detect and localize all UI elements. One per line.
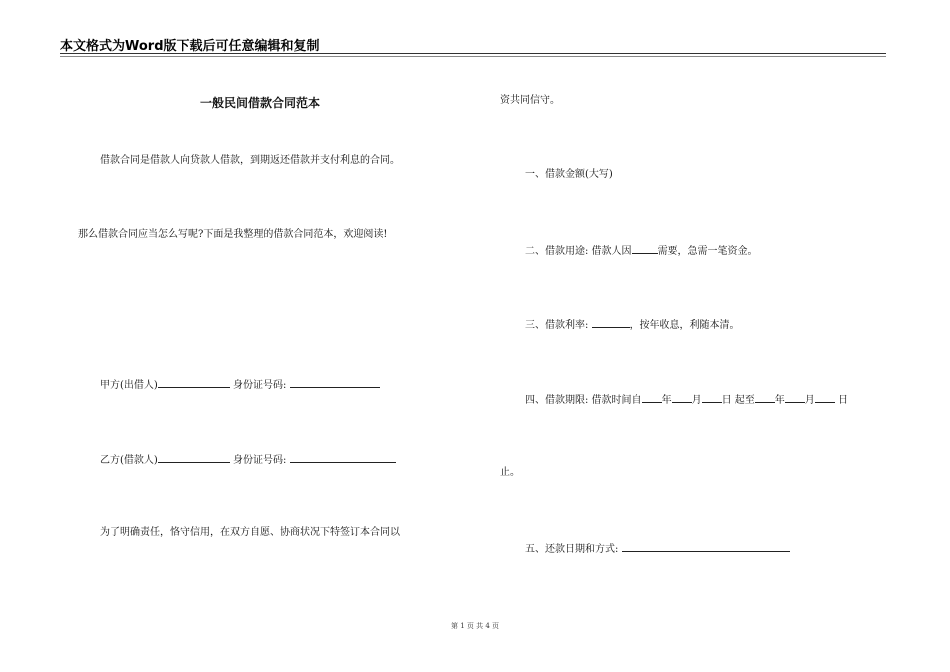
start-year-blank bbox=[642, 392, 662, 403]
party-a-name-blank bbox=[158, 377, 230, 388]
end-day-label: 日 bbox=[837, 395, 848, 406]
clause-3-prefix: 三、借款利率: bbox=[525, 320, 589, 331]
clause-4-prefix: 四、借款期限: 借款时间自 bbox=[525, 395, 642, 406]
clause-2 bbox=[525, 243, 758, 259]
page-number: 第 1 页 共 4 页 bbox=[450, 622, 500, 630]
preamble-paragraph: 为了明确责任，恪守信用，在双方自愿、协商状况下特签订本合同以 bbox=[100, 527, 400, 538]
preamble-continuation: 资共同信守。 bbox=[500, 95, 560, 106]
start-day-blank bbox=[702, 392, 722, 403]
end-day-blank bbox=[815, 392, 835, 403]
start-month-label: 月 bbox=[691, 395, 702, 406]
party-b-id-label: 身份证号码: bbox=[233, 455, 287, 466]
header-rule-secondary bbox=[60, 56, 886, 57]
document-title: 一般民间借款合同范本 bbox=[199, 96, 320, 110]
clause-2-prefix: 二、借款用途: 借款人因 bbox=[525, 246, 632, 257]
start-day-to-label: 日 起至 bbox=[721, 395, 755, 406]
end-month-label: 月 bbox=[804, 395, 815, 406]
party-a-line bbox=[100, 377, 380, 393]
party-a-id-label: 身份证号码: bbox=[233, 380, 287, 391]
clause-5-label: 五、还款日期和方式: bbox=[525, 544, 619, 555]
clause-1: 一、借款金额(大写) bbox=[525, 169, 613, 180]
clause-3 bbox=[525, 317, 740, 333]
clause-4 bbox=[525, 392, 848, 408]
party-a-id-blank bbox=[290, 377, 380, 388]
clause-2-blank bbox=[632, 243, 658, 254]
party-b-label: 乙方(借款人) bbox=[100, 455, 158, 466]
header-rule bbox=[60, 53, 886, 54]
end-month-blank bbox=[785, 392, 805, 403]
party-b-line bbox=[100, 452, 396, 468]
end-year-label: 年 bbox=[774, 395, 785, 406]
start-year-label: 年 bbox=[661, 395, 672, 406]
clause-5-blank bbox=[622, 541, 790, 552]
party-b-id-blank bbox=[290, 452, 396, 463]
clause-3-rate-blank bbox=[592, 317, 630, 328]
party-b-name-blank bbox=[158, 452, 230, 463]
document-header: 本文格式为Word版下载后可任意编辑和复制 bbox=[60, 39, 320, 54]
clause-4-end: 止。 bbox=[500, 467, 520, 478]
clause-2-suffix: 需要，急需一笔资金。 bbox=[657, 246, 758, 257]
start-month-blank bbox=[672, 392, 692, 403]
clause-3-suffix: ，按年收息，利随本清。 bbox=[629, 320, 740, 331]
intro-paragraph-1: 借款合同是借款人向贷款人借款，到期返还借款并支付利息的合同。 bbox=[100, 155, 400, 166]
end-year-blank bbox=[755, 392, 775, 403]
intro-paragraph-2: 那么借款合同应当怎么写呢?下面是我整理的借款合同范本，欢迎阅读! bbox=[78, 229, 388, 240]
clause-5 bbox=[525, 541, 790, 557]
party-a-label: 甲方(出借人) bbox=[100, 380, 158, 391]
